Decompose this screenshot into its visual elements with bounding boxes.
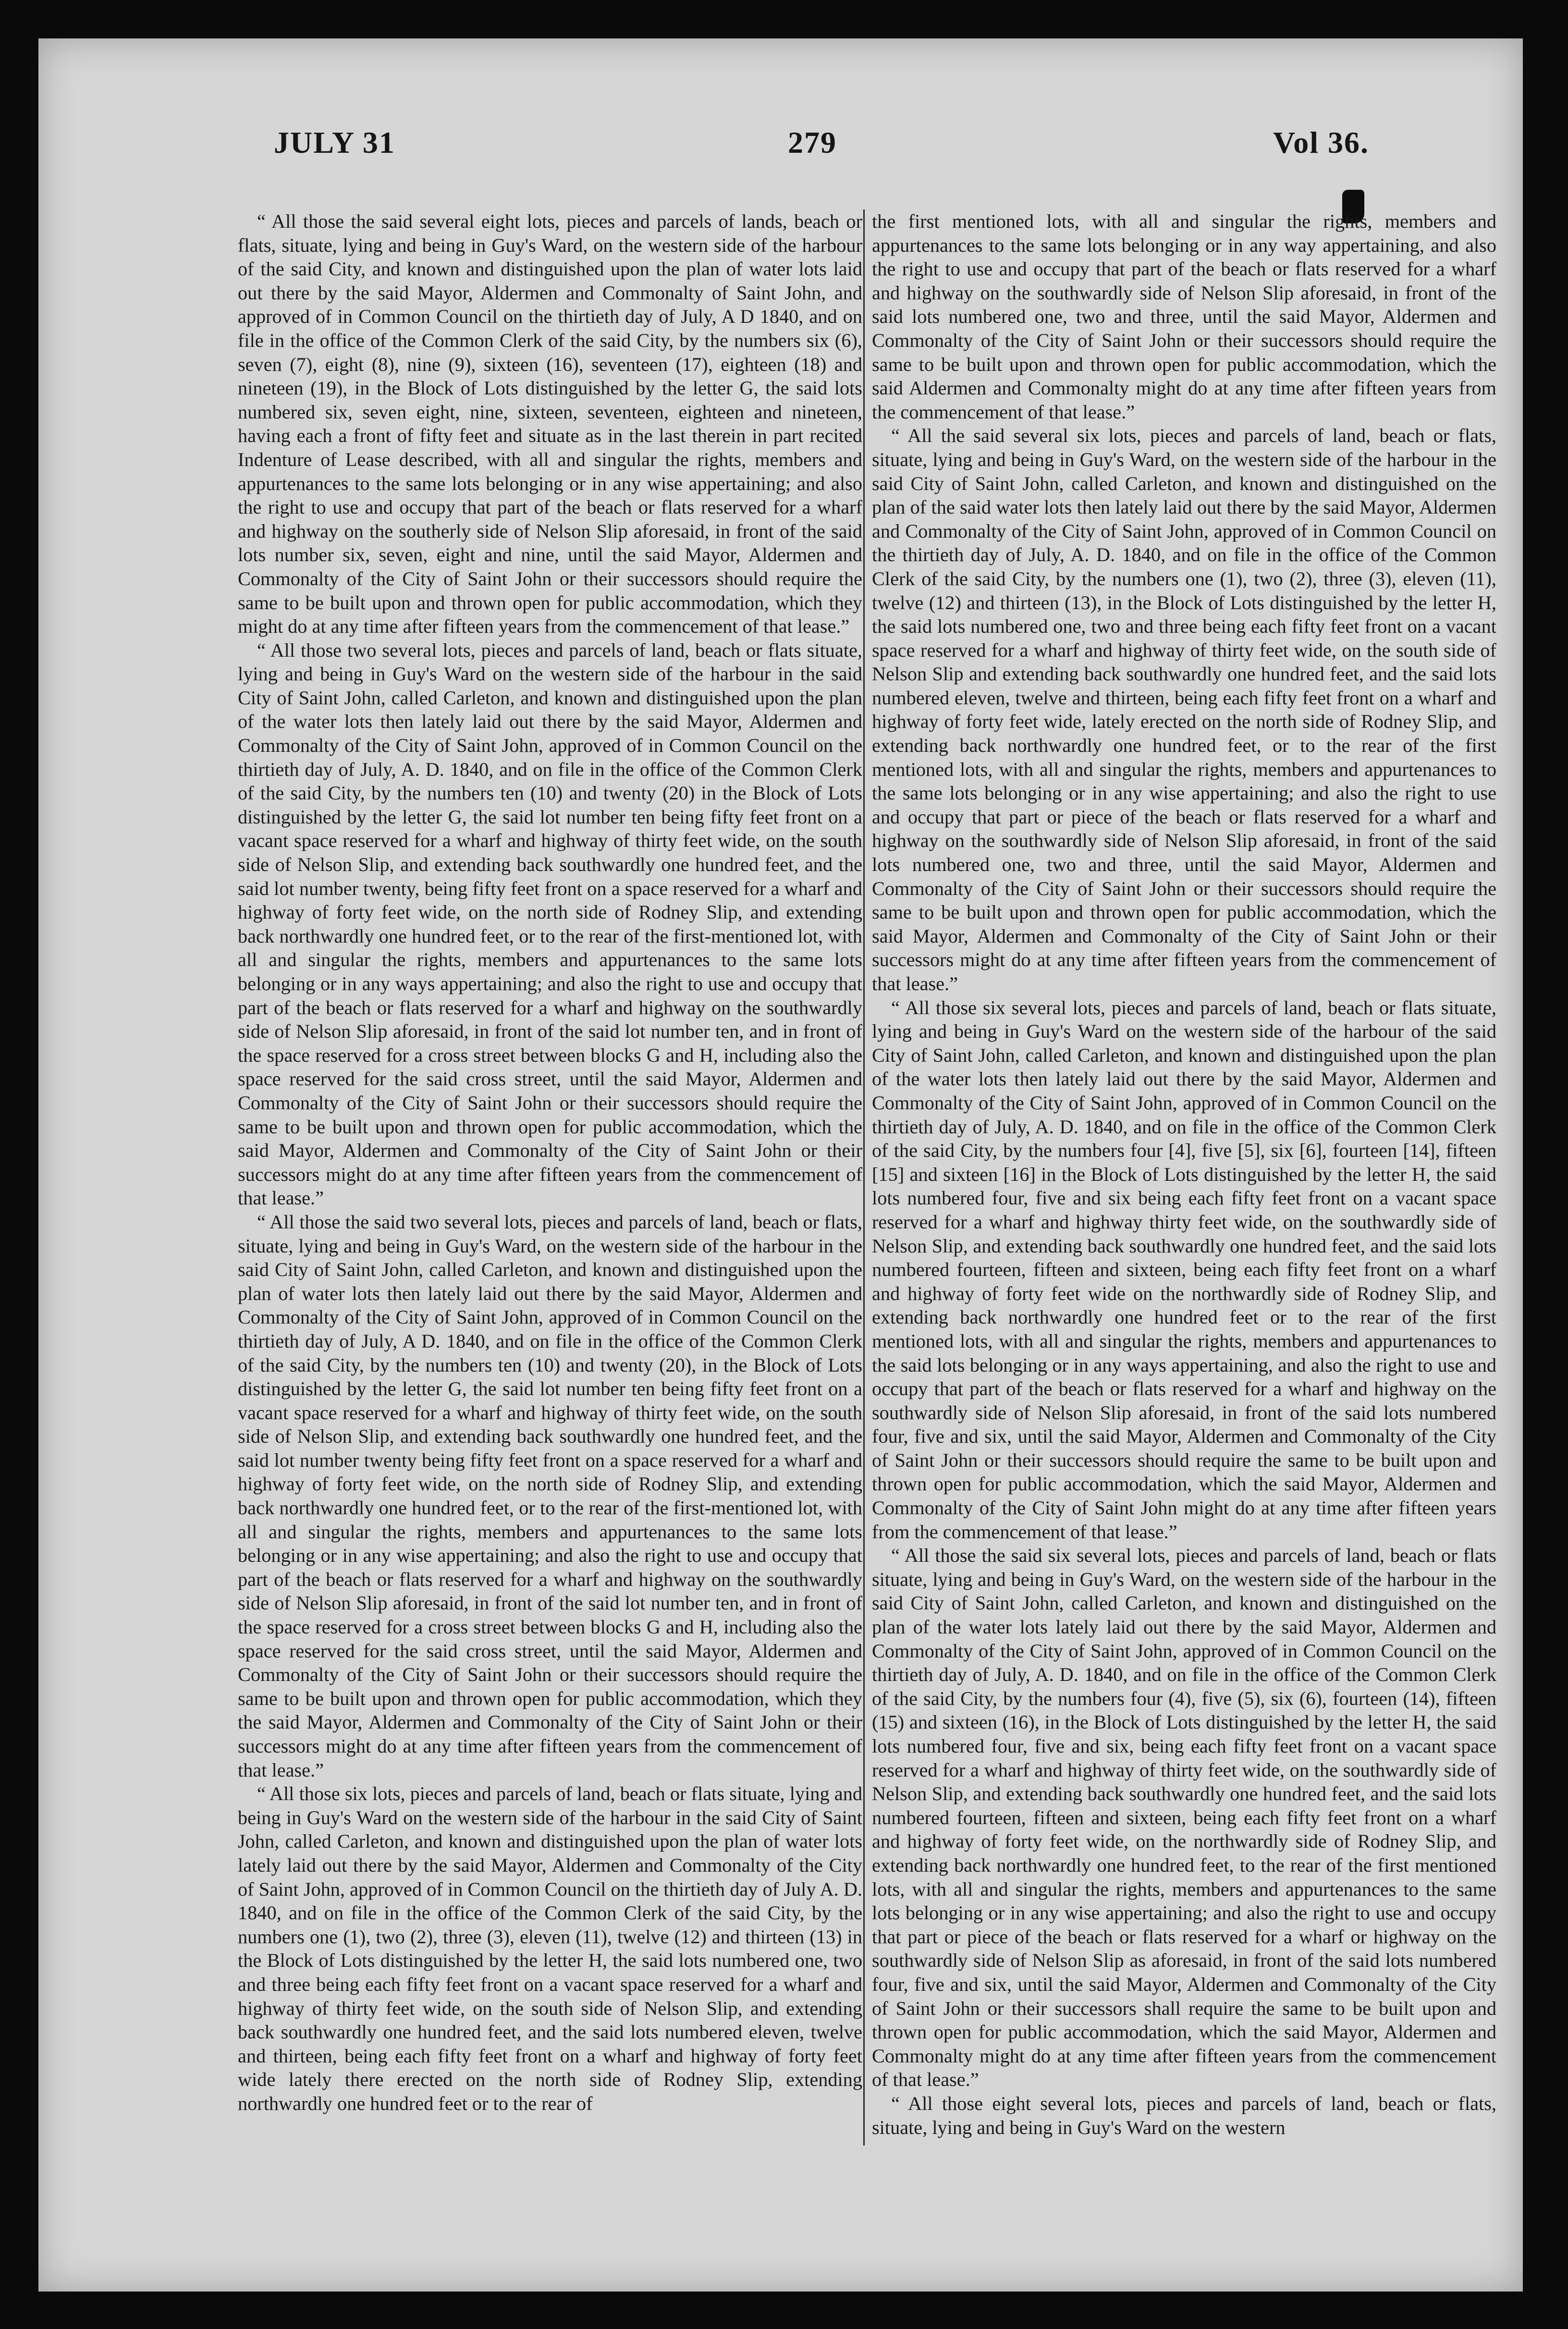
- paragraph: “ All those six lots, pieces and parcels of land, beach or flats situate, lying and being in Guy's Ward on the western side of the harbour in the said City of Saint John, called Carleton, and known and distinguished upon the plan of water lots lately laid out there by the said Mayor, Aldermen and Commonalty of the City of Saint John, approved of in Common Council on the thirtieth day of July A. D. 1840, and on file in the office of the Common Clerk of the said City, by the numbers one (1), two (2), three (3), eleven (11), twelve (12) and thirteen (13) in the Block of Lots distinguished by the letter H, the said lots numbered one, two and three being each fifty feet front on a vacant space reserved for a wharf and highway of thirty feet wide, on the south side of Nelson Slip, and extending back southwardly one hundred feet, and the said lots numbered eleven, twelve and thirteen, being each fifty feet front on a wharf and highway of forty feet wide lately there erected on the north side of Rodney Slip, extending northwardly one hundred feet or to the rear of: [238, 1783, 862, 2114]
- header-page-number: 279: [788, 125, 837, 159]
- paragraph: “ All those the said several eight lots, pieces and parcels of lands, beach or flats, situate, lying and being in Guy's Ward, on the western side of the harbour of the said City, and known and distinguished upon the plan of water lots laid out there by the said Mayor, Aldermen and Commonalty of Saint John, and approved of in Common Council on the thirtieth day of July, A D 1840, and on file in the office of the Common Clerk of the said City, by the numbers six (6), seven (7), eight (8), nine (9), sixteen (16), seventeen (17), eighteen (18) and nineteen (19), in the Block of Lots distinguished by the letter G, the said lots numbered six, seven eight, nine, sixteen, seventeen, eighteen and nineteen, having each a front of fifty feet and situate as in the last therein in part recited Indenture of Lease described, with all and singular the rights, members and appurtenances to the same lots belonging or in any wise appertaining; and also the right to use and occupy that part of the beach or flats reserved for a wharf and highway on the southerly side of Nelson Slip aforesaid, in front of the said lots number six, seven, eight and nine, until the said Mayor, Aldermen and Commonalty of the City of Saint John or their successors should require the same to be built upon and thrown open for public accommodation, which they might do at any time after fifteen years from the commencement of that lease.”: [238, 210, 862, 637]
- paragraph: “ All those two several lots, pieces and parcels of land, beach or flats situate, lying and being in Guy's Ward on the western side of the harbour in the said City of Saint John, called Carleton, and known and distinguished upon the plan of the water lots then lately laid out there by the said Mayor, Aldermen and Commonalty of the City of Saint John, approved of in Common Council on the thirtieth day of July, A. D. 1840, and on file in the office of the Common Clerk of the said City, by the numbers ten (10) and twenty (20) in the Block of Lots distinguished by the letter G, the said lot number ten being fifty feet front on a vacant space reserved for a wharf and highway of thirty feet wide, on the south side of Nelson Slip, and extending back southwardly one hundred feet, and the said lot number twenty, being fifty feet front on a space reserved for a wharf and highway of forty feet wide, on the north side of Rodney Slip, and extending back northwardly one hundred feet, or to the rear of the first-mentioned lot, with all and singular the rights, members and appurtenances to the same lots belonging or in any ways appertaining; and also the right to use and occupy that part of the beach or flats reserved for a wharf and highway on the southwardly side of Nelson Slip aforesaid, in front of the said lot number ten, and in front of the space reserved for a cross street between blocks G and H, including also the space reserved for the said cross street, until the said Mayor, Aldermen and Commonalty of the City of Saint John or their successors should require the same to be built upon and thrown open for public accommodation, which the said Mayor, Aldermen and Commonalty of the City of Saint John or their successors might do at any time after fifteen years from the commencement of that lease.”: [238, 639, 862, 1209]
- left-column: [238, 209, 862, 2256]
- page-header: [38, 125, 1523, 192]
- paragraph: “ All those eight several lots, pieces and parcels of land, beach or flats, situate, lying and being in Guy's Ward on the western: [872, 2092, 1496, 2138]
- paragraph: “ All those the said six several lots, pieces and parcels of land, beach or flats situate, lying and being in Guy's Ward, on the western side of the harbour in the said City of Saint John, called Carleton, and known and distinguished on the plan of the water lots lately laid out there by the said Mayor, Aldermen and Commonalty of the City of Saint John, approved of in Common Council on the thirtieth day of July, A. D. 1840, and on file in the office of the Common Clerk of the said City, by the numbers four (4), five (5), six (6), fourteen (14), fifteen (15) and sixteen (16), in the Block of Lots distinguished by the letter H, the said lots numbered four, five and six, being each fifty feet front on a vacant space reserved for a wharf and highway of thirty feet wide, on the southwardly side of Nelson Slip, and extending back southwardly one hundred feet, and the said lots numbered fourteen, fifteen and sixteen, being each fifty feet front on a wharf and highway of forty feet wide, on the northwardly side of Rodney Slip, and extending back northwardly one hundred feet, to the rear of the first mentioned lots, with all and singular the rights, members and appurtenances to the same lots belonging or in any wise appertaining; and also the right to use and occupy that part or piece of the beach or flats reserved for a wharf or highway on the southwardly side of Nelson Slip as aforesaid, in front of the said lots numbered four, five and six, until the said Mayor, Aldermen and Commonalty of the City of Saint John or their successors shall require the same to be built upon and thrown open for public accommodation, which the said Mayor, Aldermen and Commonalty might do at any time after fifteen years from the commencement of that lease.”: [872, 1544, 1496, 2091]
- paragraph: “ All those six several lots, pieces and parcels of land, beach or flats situate, lying and being in Guy's Ward on the western side of the harbour of the said City of Saint John, called Carleton, and known and distinguished upon the plan of the water lots then lately laid out there by the said Mayor, Aldermen and Commonalty of the City of Saint John, approved of in Common Council on the thirtieth day of July, A. D. 1840, and on file in the office of the Common Clerk of the said City, by the numbers four [4], five [5], six [6], fourteen [14], fifteen [15] and sixteen [16] in the Block of Lots distinguished by the letter H, the said lots numbered four, five and six being each fifty feet front on a vacant space reserved for a wharf and highway thirty feet wide, on the southwardly side of Nelson Slip, and extending back southwardly one hundred feet, and the said lots numbered fourteen, fifteen and sixteen, being each fifty feet front on a wharf and highway of forty feet wide on the northwardly side of Rodney Slip, and extending back northwardly one hundred feet or to the rear of the first mentioned lots, with all and singular the rights, members and appurtenances to the said lots belonging or in any ways appertaining, and also the right to use and occupy that part of the beach or flats reserved for a wharf and highway on the southwardly side of Nelson Slip aforesaid, in front of the said lots numbered four, five and six, until the said Mayor, Aldermen and Commonalty of the City of Saint John or their successors should require the same to be built upon and thrown open for public accommodation, which the said Mayor, Aldermen and Commonalty of the City of Saint John might do at any time after fifteen years from the commencement of that lease.”: [872, 996, 1496, 1543]
- right-column: [872, 209, 1496, 2256]
- header-volume: Vol 36.: [1273, 125, 1369, 159]
- paragraph: “ All those the said two several lots, pieces and parcels of land, beach or flats, situate, lying and being in Guy's Ward, on the western side of the harbour in the said City of Saint John, called Carleton, and known and distinguished upon the plan of water lots then lately laid out there by the said Mayor, Aldermen and Commonalty of the City of Saint John, approved of in Common Council on the thirtieth day of July, A D. 1840, and on file in the office of the Common Clerk of the said City, by the numbers ten (10) and twenty (20), in the Block of Lots distinguished by the letter G, the said lot number ten being fifty feet front on a vacant space reserved for a wharf and highway of thirty feet wide, on the south side of Nelson Slip, and extending back southwardly one hundred feet, and the said lot number twenty being fifty feet front on a space reserved for a wharf and highway of forty feet wide, on the north side of Rodney Slip, and extending back northwardly one hundred feet, or to the rear of the first-mentioned lot, with all and singular the rights, members and appurtenances to the same lots belonging or in any wise appertaining; and also the right to use and occupy that part of the beach or flats reserved for a wharf and highway on the southwardly side of Nelson Slip aforesaid, in front of the said lot number ten, and in front of the space reserved for a cross street between blocks G and H, including also the space reserved for the said cross street, until the said Mayor, Aldermen and Commonalty of the City of Saint John or their successors should require the same to be built upon and thrown open for public accommodation, which they the said Mayor, Aldermen and Commonalty of the City of Saint John or their successors might do at any time after fifteen years from the commencement of that lease.”: [238, 1211, 862, 1781]
- header-date: JULY 31: [274, 125, 395, 159]
- ledger-page: [38, 38, 1523, 2292]
- paragraph: “ All the said several six lots, pieces and parcels of land, beach or flats, situate, lying and being in Guy's Ward, on the western side of the harbour in the said City of Saint John, called Carleton, and known and distinguished on the plan of the said water lots then lately laid out there by the said Mayor, Aldermen and Commonalty of the City of Saint John, approved of in Common Council on the thirtieth day of July, A. D. 1840, and on file in the office of the Common Clerk of the said City, by the numbers one (1), two (2), three (3), eleven (11), twelve (12) and thirteen (13), in the Block of Lots distinguished by the letter H, the said lots numbered one, two and three being each fifty feet front on a vacant space reserved for a wharf and highway of thirty feet wide, on the south side of Nelson Slip and extending back southwardly one hundred feet, and the said lots numbered eleven, twelve and thirteen, being each fifty feet front on a wharf and highway of forty feet wide, lately erected on the north side of Rodney Slip, and extending back northwardly one hundred feet, or to the rear of the first mentioned lots, with all and singular the rights, members and appurtenances to the same lots belonging or in any wise appertaining; and also the right to use and occupy that part or piece of the beach or flats reserved for a wharf and highway on the southwardly side of Nelson Slip aforesaid, in front of the said lots numbered one, two and three, until the said Mayor, Aldermen and Commonalty of the City of Saint John or their successors should require the same to be built upon and thrown open for public accommodation, which the said Mayor, Aldermen and Commonalty of the City of Saint John or their successors might do at any time after fifteen years from the commencement of that lease.”: [872, 425, 1496, 994]
- paragraph: the first mentioned lots, with all and singular the rights, members and appurtenances to the same lots belonging or in any way appertaining, and also the right to use and occupy that part of the beach or flats reserved for a wharf and highway on the southwardly side of Nelson Slip aforesaid, in front of the said lots numbered one, two and three, until the said Mayor, Aldermen and Commonalty of the City of Saint John or their successors should require the same to be built upon and thrown open for public accommodation, which the said Aldermen and Commonalty might do at any time after fifteen years from the commencement of that lease.”: [872, 210, 1496, 423]
- column-divider: [863, 209, 865, 2145]
